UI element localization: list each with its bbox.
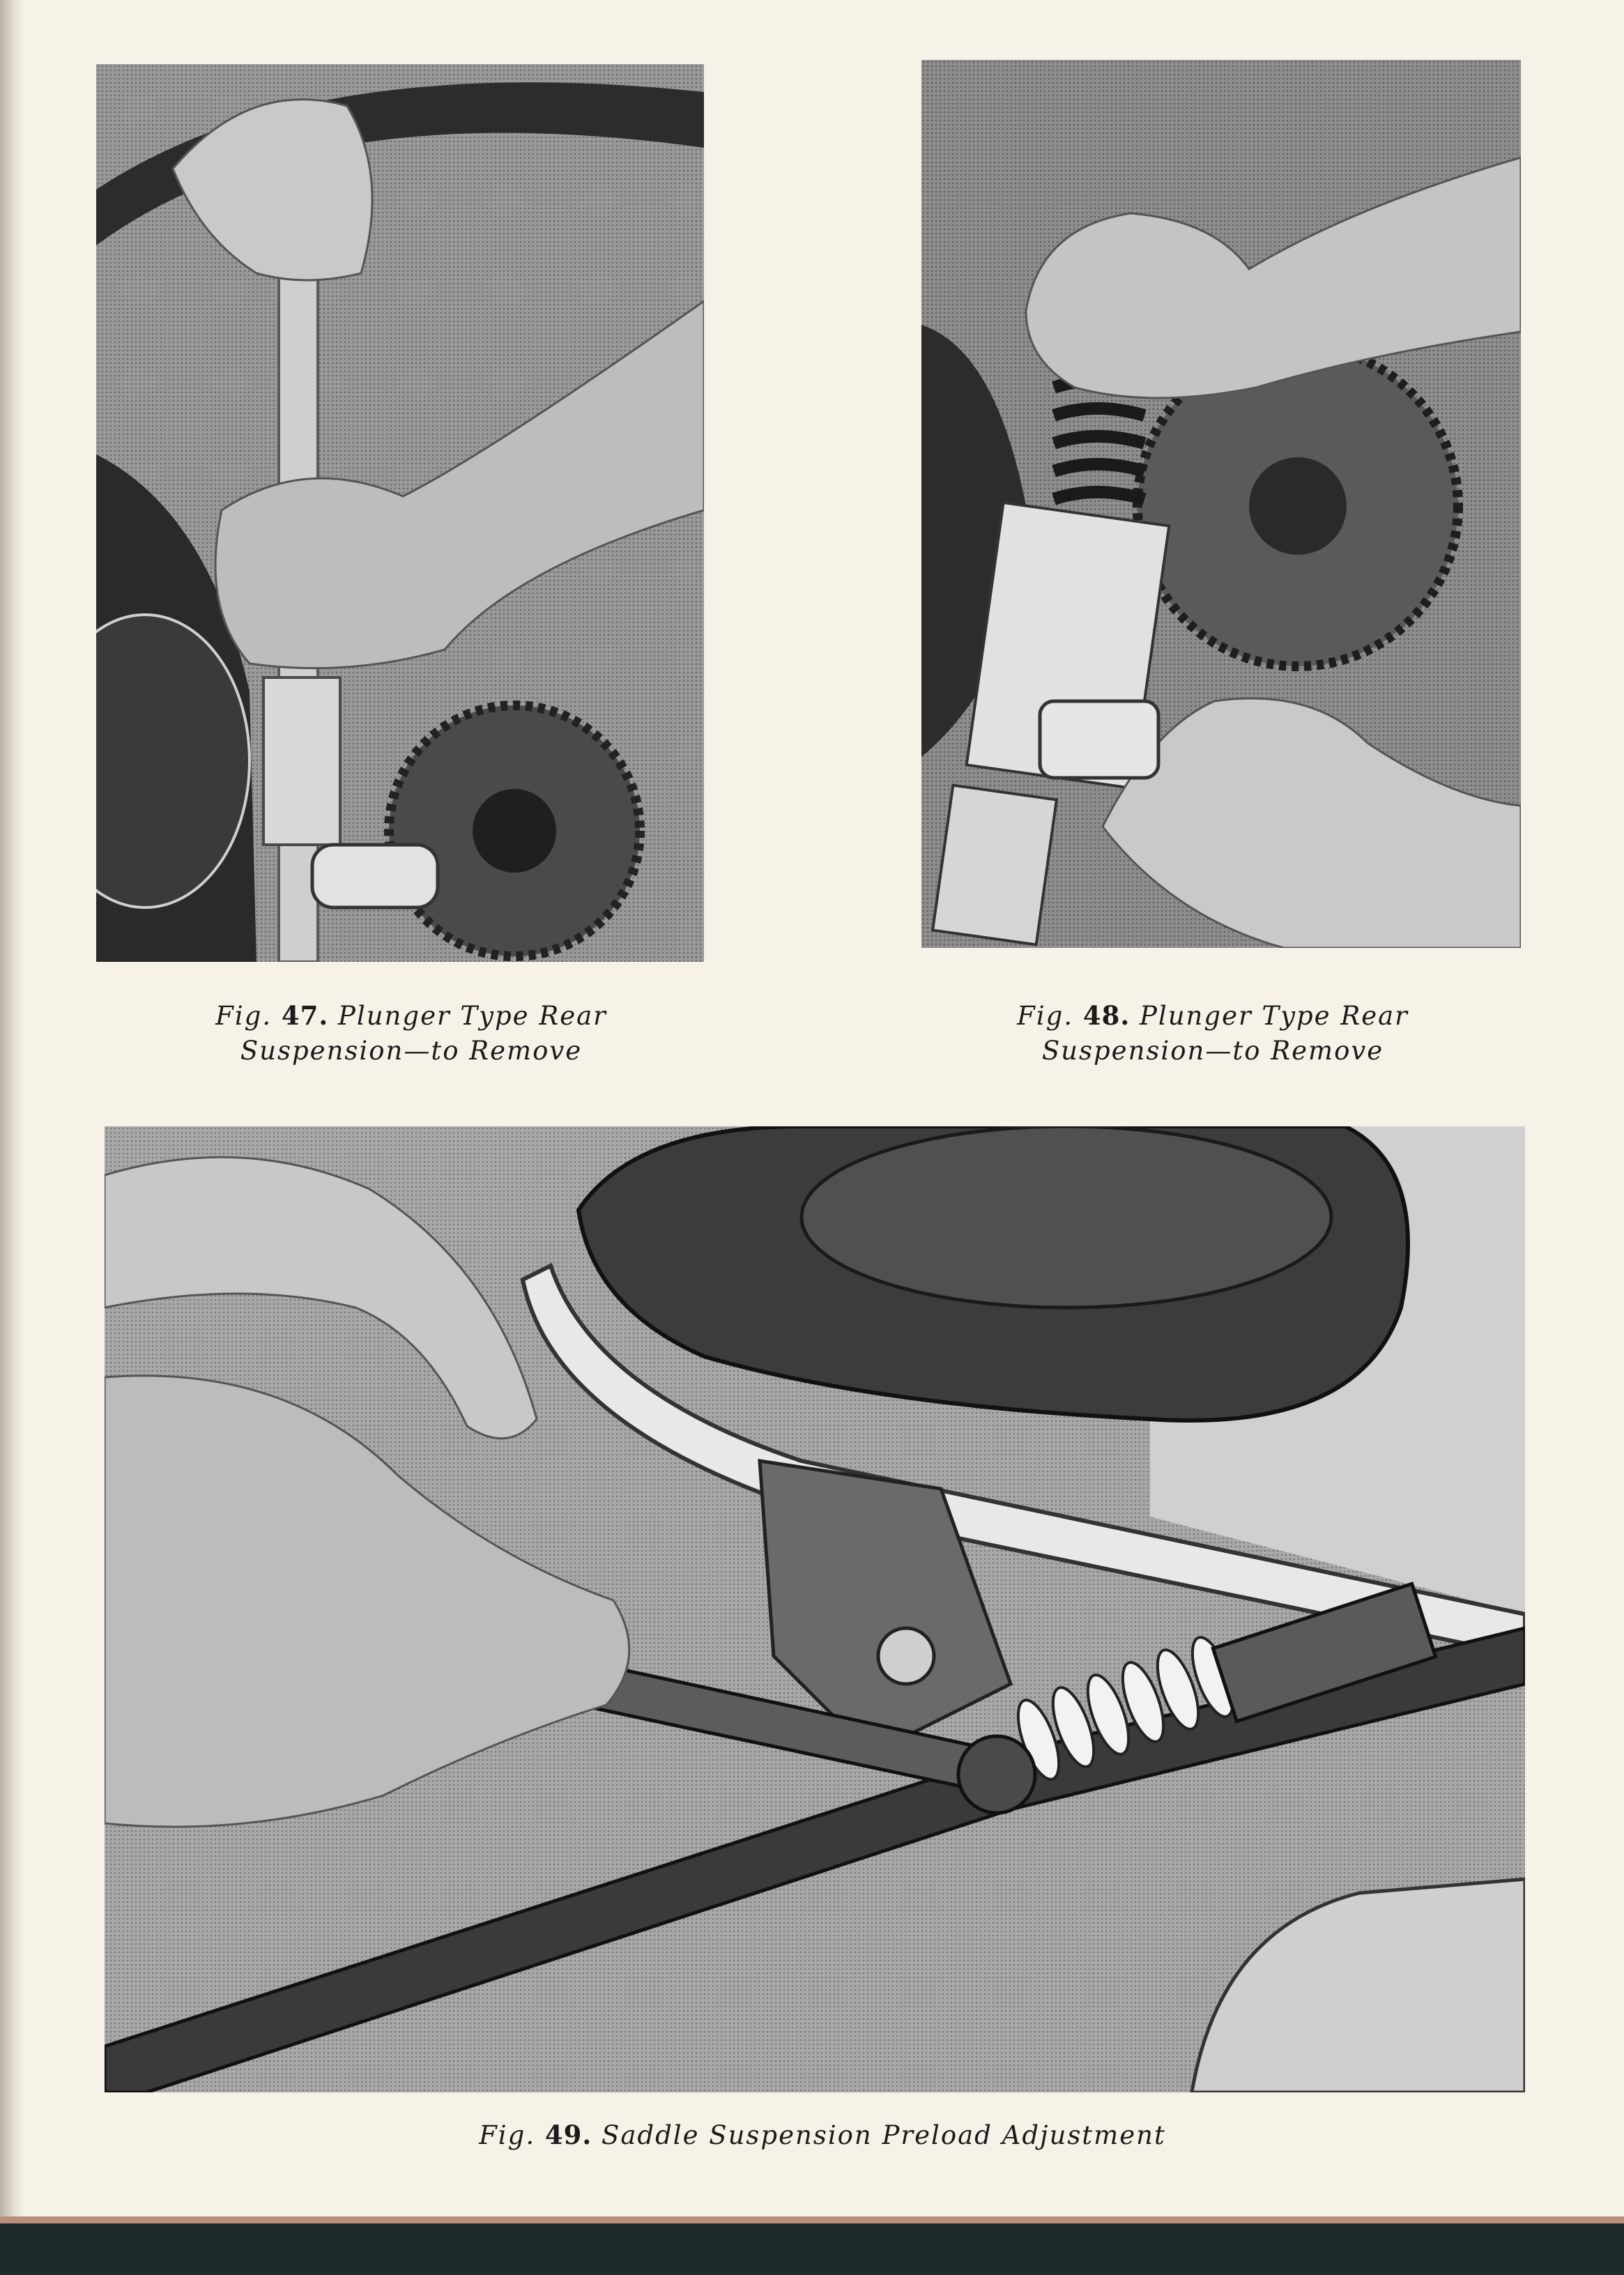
figure-49-caption bbox=[293, 2117, 1352, 2153]
figure-49-number: 49. bbox=[544, 2120, 592, 2150]
figure-49-caption-line1: Saddle Suspension Preload Adjustment bbox=[601, 2120, 1166, 2150]
figure-47-caption-line1: Plunger Type Rear bbox=[338, 1001, 607, 1031]
figure-47-photo bbox=[96, 64, 704, 962]
figure-48-number: 48. bbox=[1082, 1000, 1131, 1031]
figure-47-number: 47. bbox=[281, 1000, 329, 1031]
figure-48-caption-line1: Plunger Type Rear bbox=[1140, 1001, 1409, 1031]
figure-48-photo bbox=[921, 60, 1521, 948]
figure-48-illustration bbox=[921, 60, 1521, 948]
figure-48-caption-line2: Suspension—to Remove bbox=[1041, 1036, 1384, 1066]
figure-48-label: Fig. bbox=[1017, 1001, 1074, 1031]
page-bottom-edge bbox=[0, 2216, 1624, 2223]
figure-47-caption-line2: Suspension—to Remove bbox=[240, 1036, 583, 1066]
figure-48-caption bbox=[934, 998, 1492, 1068]
figure-47-illustration bbox=[96, 64, 704, 962]
figure-49-label: Fig. bbox=[479, 2120, 536, 2150]
figure-49-illustration bbox=[105, 1126, 1525, 2092]
page-gutter-shadow bbox=[0, 0, 24, 2216]
figure-49-photo bbox=[105, 1126, 1525, 2092]
figure-47-label: Fig. bbox=[215, 1001, 273, 1031]
figure-47-caption bbox=[139, 998, 683, 1068]
